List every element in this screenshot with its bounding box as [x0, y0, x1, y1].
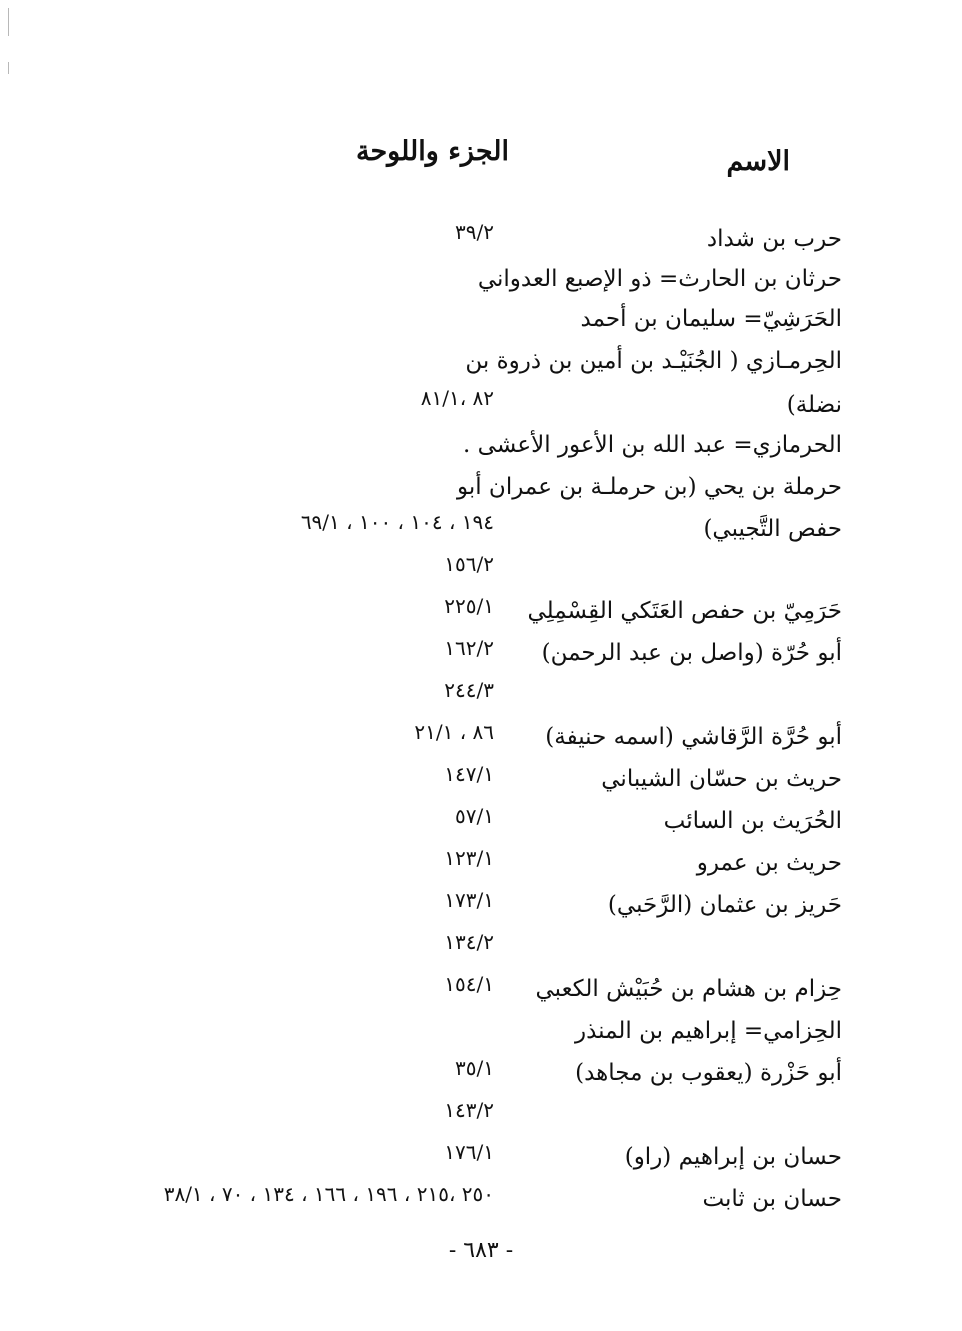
scan-edge-mark [8, 8, 9, 36]
entry-ref: ١٩٤ ، ١٠٤ ، ١٠٠ ، ٦٩/١ [300, 510, 494, 534]
entry-ref: ٣٩/٢ [455, 220, 494, 244]
entry-name: حِزام بن هشام بن حُبَيْش الكعبي [535, 976, 842, 1002]
entry-name: الحِرمـازي ( الجُنَيْـد بن أمين بن ذروة بن [465, 348, 842, 374]
entry-name: أبو حُرَّة الرَّقاشي (اسمه حنيفة) [545, 724, 842, 750]
column-header-name: الاسم [726, 146, 790, 177]
entry-ref: ١٥٤/١ [444, 972, 494, 996]
entry-ref: ٥٧/١ [455, 804, 494, 828]
page-number: - ٦٨٣ - [448, 1238, 514, 1263]
column-header-ref: الجزء واللوحة [356, 136, 509, 167]
entry-ref: ٨٦ ، ٢١/١ [414, 720, 494, 744]
entry-ref: ١٥٦/٢ [444, 552, 494, 576]
entry-name: الحرمازي= عبد الله بن الأعور الأعشى . [463, 432, 842, 458]
entry-name: نضلة) [786, 392, 842, 418]
entry-ref: ٢٥٠ ،٢١٥ ، ١٩٦ ، ١٦٦ ، ١٣٤ ، ٧٠ ، ٣٨/١ [163, 1182, 494, 1206]
entry-ref: ٣٥/١ [455, 1056, 494, 1080]
entry-name: أبو حُرّة (واصل بن عبد الرحمن) [541, 640, 842, 666]
entry-ref: ١٤٧/١ [444, 762, 494, 786]
entry-name: حريث بن عمرو [696, 850, 842, 876]
entry-name: حَريز بن عثمان (الرَّحَبي) [607, 892, 842, 918]
entry-ref: ٨٢ ،٨١/١ [420, 386, 494, 410]
entry-name: حرثان بن الحارث= ذو الإصبع العدواني [477, 266, 842, 292]
entry-name: حريث بن حسّان الشيباني [601, 766, 842, 792]
entry-ref: ١٧٦/١ [444, 1140, 494, 1164]
entry-ref: ١٦٢/٢ [444, 636, 494, 660]
entry-name: حرب بن شداد [706, 226, 842, 252]
entry-ref: ١٤٣/٢ [444, 1098, 494, 1122]
entry-ref: ١٢٣/١ [444, 846, 494, 870]
entry-name: حفص التَّجيبي) [703, 516, 842, 542]
entry-name: حَرَمِيّ بن حفص العَتَكي القِسْمِلِي [527, 598, 842, 624]
entry-name: الحِزامي= إبراهيم بن المنذر [575, 1018, 842, 1044]
entry-ref: ١٧٣/١ [444, 888, 494, 912]
entry-name: حسان بن إبراهيم (راو) [624, 1144, 842, 1170]
entry-name: الحُرَيث بن السائب [663, 808, 842, 834]
entry-name: حسان بن ثابت [702, 1186, 842, 1212]
entry-name: حرملة بن يحي (بن حرملـة بن عمران أبو [456, 474, 842, 500]
entry-name: الحَرَشِيّ= سليمان بن أحمد [580, 306, 842, 332]
entry-ref: ١٣٤/٢ [444, 930, 494, 954]
scan-edge-mark [8, 62, 9, 74]
entry-ref: ٢٢٥/١ [444, 594, 494, 618]
entry-name: أبو حَزْرة (يعقوب بن مجاهد) [575, 1060, 842, 1086]
entry-ref: ٢٤٤/٣ [444, 678, 494, 702]
